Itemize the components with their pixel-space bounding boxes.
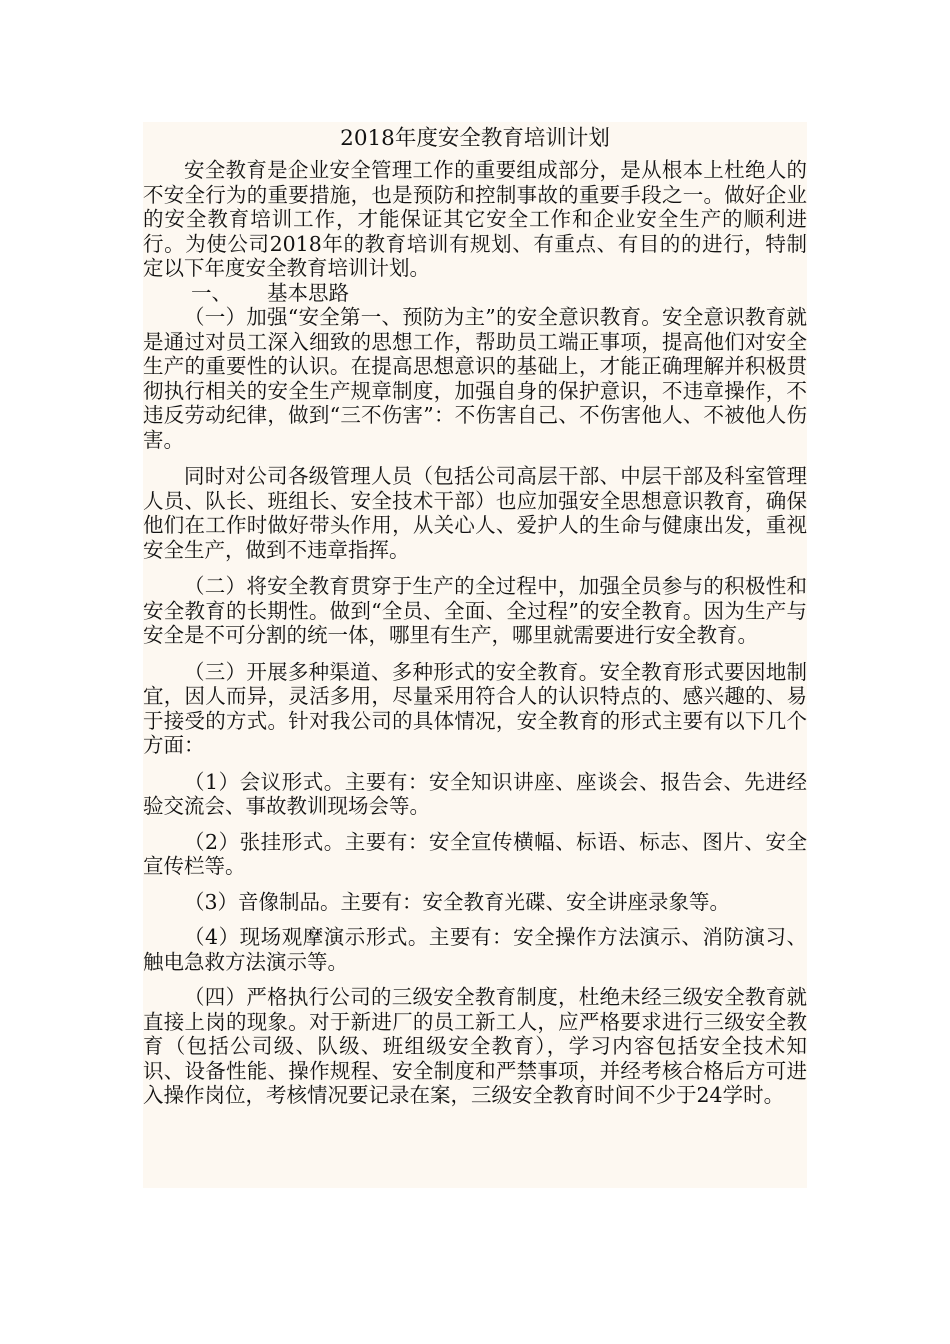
document-title: 2018年度安全教育培训计划 [340,126,610,151]
section-heading-basic-approach [143,281,807,306]
section-title: 基本思路 [267,280,349,305]
paragraph-managers-education: 同时对公司各级管理人员（包括公司高层干部、中层干部及科室管理人员、队长、班组长、安全技术干部）也应加强安全思想意识教育，确保他们在工作时做好带头作用，从关心人、爱护人的生命与健康出发，重视安全生产，做到不违章指挥。 [143,464,807,562]
paragraph-multiple-forms: （三）开展多种渠道、多种形式的安全教育。安全教育形式要因地制宜，因人而异，灵活多用，尽量采用符合人的认识特点的、感兴趣的、易于接受的方式。针对我公司的具体情况，安全教育的形式主要有以下几个方面： [143,659,807,757]
section-number: 一、 [191,280,232,305]
paragraph-three-level-education: （四）严格执行公司的三级安全教育制度，杜绝未经三级安全教育就直接上岗的现象。对于新进厂的员工新工人，应严格要求进行三级安全教育（包括公司级、队级、班组级安全教育），学习内容包括安全技术知识、设备性能、操作规程、安全制度和严禁事项，并经考核合格后方可进入操作岗位，考核情况要记录在案，三级安全教育时间不少于24学时。 [143,985,807,1107]
paragraph-safety-awareness: （一）加强“安全第一、预防为主”的安全意识教育。安全意识教育就是通过对员工深入细致的思想工作，帮助员工端正事项，提高他们对安全生产的重要性的认识。在提高思想意识的基础上，才能正确理解并积极贯彻执行相关的安全生产规章制度，加强自身的保护意识，不违章操作，不违反劳动纪律，做到“三不伤害”：不伤害自己、不伤害他人、不被他人伤害。 [143,305,807,452]
list-item-posting-form: （2）张挂形式。主要有：安全宣传横幅、标语、标志、图片、安全宣传栏等。 [143,829,807,878]
document-body [143,124,807,1108]
intro-paragraph: 安全教育是企业安全管理工作的重要组成部分，是从根本上杜绝人的不安全行为的重要措施，也是预防和控制事故的重要手段之一。做好企业的安全教育培训工作，才能保证其它安全工作和企业安全生产的顺利进行。为使公司2018年的教育培训有规划、有重点、有目的的进行，特制定以下年度安全教育培训计划。 [143,158,807,280]
list-item-meeting-form: （1）会议形式。主要有：安全知识讲座、座谈会、报告会、先进经验交流会、事故教训现场会等。 [143,769,807,818]
list-item-onsite-demo: （4）现场观摩演示形式。主要有：安全操作方法演示、消防演习、触电急救方法演示等。 [143,925,807,974]
paragraph-whole-process: （二）将安全教育贯穿于生产的全过程中，加强全员参与的积极性和安全教育的长期性。做到“全员、全面、全过程”的安全教育。因为生产与安全是不可分割的统一体，哪里有生产，哪里就需要进行安全教育。 [143,574,807,647]
list-item-audio-video: （3）音像制品。主要有：安全教育光碟、安全讲座录象等。 [184,889,731,914]
